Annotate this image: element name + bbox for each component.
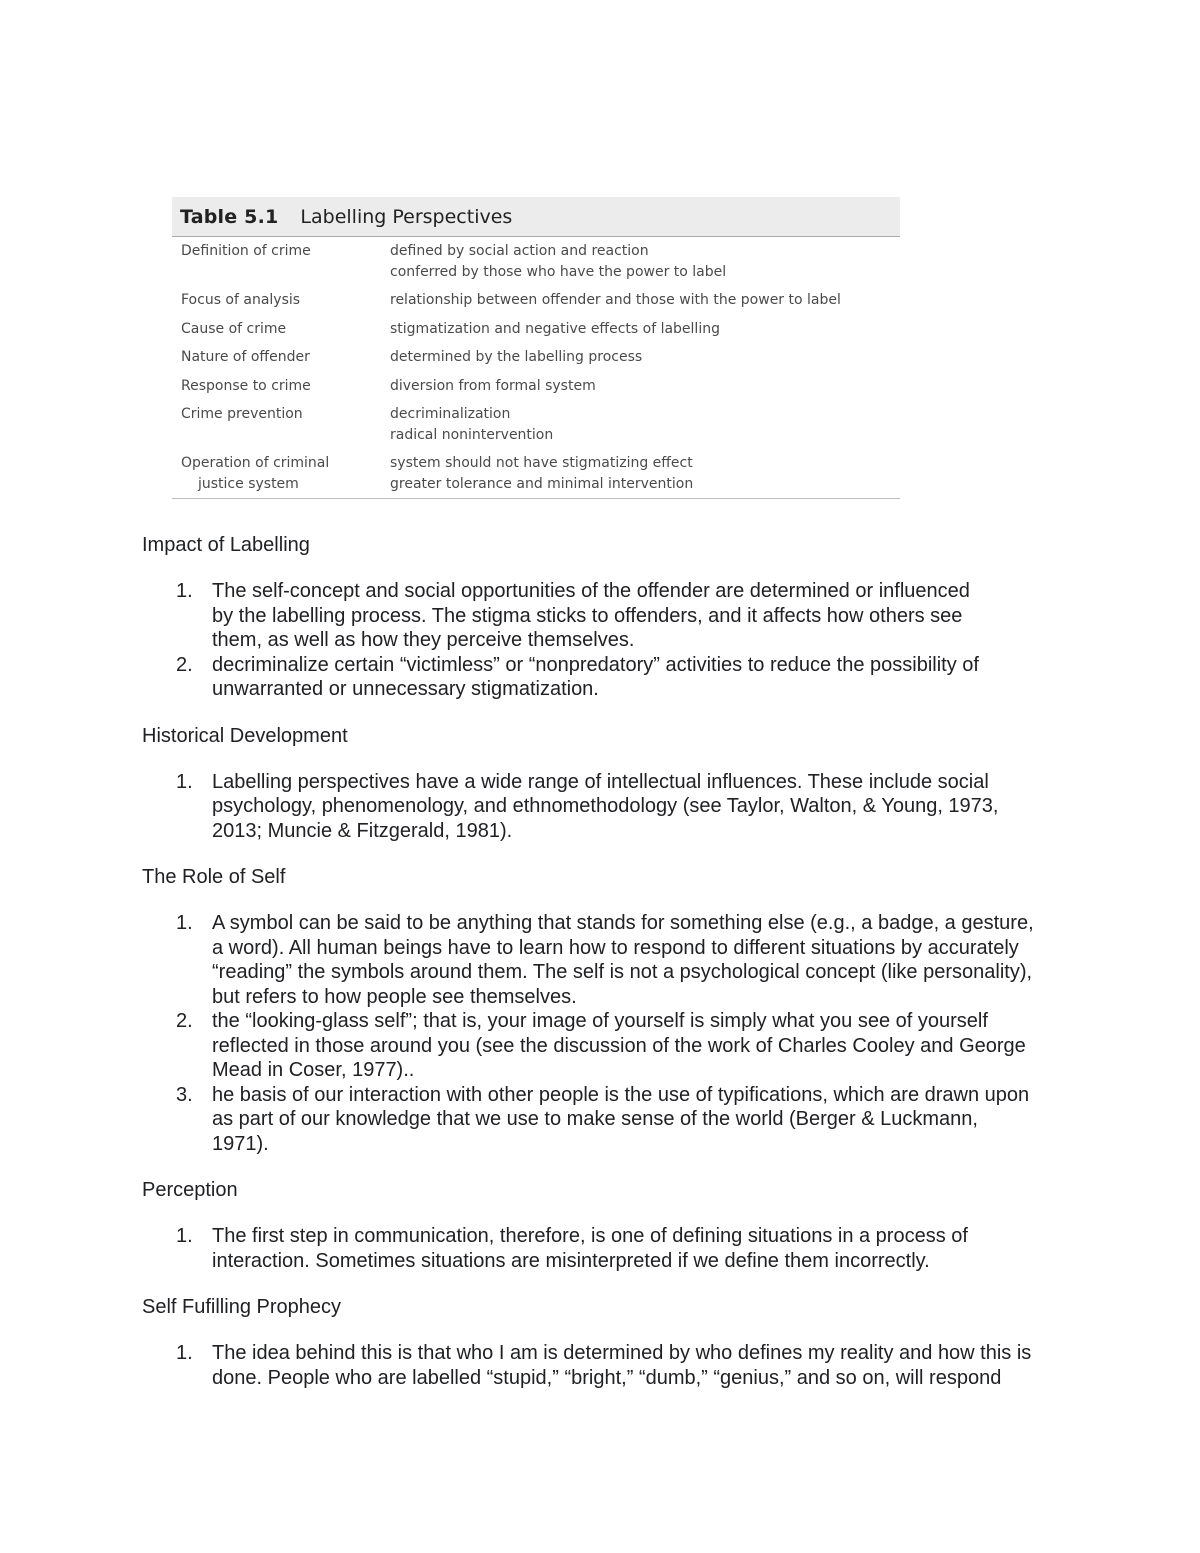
table-header: [172, 197, 900, 237]
list-item-text-line: “reading” the symbols around them. The self is not a psychological concept (like personality),: [212, 961, 1033, 983]
section-heading: Impact of Labelling: [142, 534, 310, 556]
table-row-label-line: Operation of criminal: [181, 455, 330, 471]
list-item-text-line: them, as well as how they perceive themselves.: [212, 629, 635, 651]
table-row-value: [390, 376, 900, 397]
list-item-number: 1.: [176, 770, 193, 793]
table-row-label-line: Nature of offender: [181, 349, 310, 365]
list-item-text-line: Labelling perspectives have a wide range of intellectual influences. These include social: [212, 770, 989, 793]
table-number: Table 5.1: [180, 205, 279, 228]
notes-body: [142, 533, 1082, 1412]
numbered-list: [142, 1341, 1082, 1390]
section-heading: Historical Development: [142, 724, 348, 747]
list-item-text-line: a word). All human beings have to learn how to respond to different situations by accurately: [212, 936, 1019, 959]
list-item-text-line: reflected in those around you (see the discussion of the work of Charles Cooley and George: [212, 1034, 1026, 1057]
list-item-number: 1.: [176, 1225, 193, 1247]
table-row-value: [390, 404, 900, 445]
list-item-text-line: by the labelling process. The stigma sticks to offenders, and it affects how others see: [212, 604, 963, 627]
numbered-list: [142, 770, 1082, 844]
list-item-text-line: as part of our knowledge that we use to make sense of the world (Berger & Luckmann,: [212, 1108, 978, 1130]
table-row-label-line: Response to crime: [181, 377, 311, 394]
table-row-value-line: greater tolerance and minimal intervention: [390, 475, 694, 492]
table-row-value: [390, 453, 900, 494]
table-row-value-line: conferred by those who have the power to label: [390, 263, 727, 280]
list-item: [142, 1083, 1082, 1157]
list-item-text-line: but refers to how people see themselves.: [212, 985, 577, 1008]
list-item-text-line: interaction. Sometimes situations are misinterpreted if we define them incorrectly.: [212, 1249, 930, 1272]
table-row-value-line: diversion from formal system: [390, 377, 596, 394]
table-row-label: [172, 319, 390, 340]
table-row-value-line: defined by social action and reaction: [390, 243, 649, 259]
list-item: [142, 1224, 1082, 1273]
list-item: [142, 579, 1082, 653]
table-row-label-line: Definition of crime: [181, 243, 311, 259]
list-item: [142, 1009, 1082, 1083]
table-caption: Labelling Perspectives: [300, 205, 513, 228]
table-row-label-line: Crime prevention: [181, 406, 303, 422]
numbered-list: [142, 911, 1082, 1156]
table-row-value: [390, 241, 900, 282]
list-item-number: 1.: [176, 580, 193, 602]
table-row-value-line: stigmatization and negative effects of labelling: [390, 320, 720, 337]
list-item: [142, 653, 1082, 702]
list-item-text-line: The idea behind this is that who I am is determined by who defines my reality and how this is: [212, 1342, 1032, 1364]
table-row: [172, 347, 900, 368]
table-row-value-line: system should not have stigmatizing effect: [390, 455, 693, 471]
list-item-text-line: The self-concept and social opportunities of the offender are determined or influenced: [212, 580, 970, 602]
table-row: [172, 290, 900, 311]
list-item-text-line: decriminalize certain “victimless” or “nonpredatory” activities to reduce the possibility of: [212, 653, 979, 676]
table-body: [172, 241, 900, 494]
table-bottom-rule: [172, 498, 900, 499]
table-row-value-line: decriminalization: [390, 406, 511, 422]
table-row-value-line: radical nonintervention: [390, 426, 554, 443]
list-item-text-line: Mead in Coser, 1977)..: [212, 1059, 415, 1081]
list-item-number: 2.: [176, 653, 193, 676]
table-row-value: [390, 319, 900, 340]
numbered-list: [142, 579, 1082, 702]
list-item: [142, 770, 1082, 844]
table-row-label: [172, 290, 390, 311]
table-row-label: [172, 404, 390, 445]
list-item-number: 1.: [176, 1342, 193, 1364]
table-row-value: [390, 347, 900, 368]
table-row: [172, 319, 900, 340]
table-row: [172, 241, 900, 282]
labelling-perspectives-table: [172, 197, 900, 499]
list-item-text-line: unwarranted or unnecessary stigmatization.: [212, 678, 599, 700]
list-item-number: 1.: [176, 912, 193, 934]
list-item-text-line: 1971).: [212, 1132, 269, 1155]
table-row-value-line: determined by the labelling process: [390, 349, 643, 365]
list-item: [142, 911, 1082, 1009]
table-row-label-line: Cause of crime: [181, 320, 287, 337]
list-item-text-line: A symbol can be said to be anything that stands for something else (e.g., a badge, a gesture,: [212, 912, 1034, 934]
list-item-number: 3.: [176, 1083, 193, 1106]
table-row-label-line: Focus of analysis: [181, 292, 301, 308]
table-row-value-line: relationship between offender and those with the power to label: [390, 292, 841, 308]
list-item: [142, 1341, 1082, 1390]
table-row-label: [172, 376, 390, 397]
section-heading: The Role of Self: [142, 866, 286, 888]
list-item-text-line: the “looking-glass self”; that is, your image of yourself is simply what you see of yourself: [212, 1010, 988, 1032]
section-heading: Perception: [142, 1179, 238, 1201]
list-item-text-line: he basis of our interaction with other people is the use of typifications, which are drawn upon: [212, 1083, 1030, 1106]
list-item-text-line: psychology, phenomenology, and ethnomethodology (see Taylor, Walton, & Young, 1973,: [212, 795, 999, 817]
table-row: [172, 376, 900, 397]
table-row-label: [172, 347, 390, 368]
table-row-label: [172, 453, 390, 494]
list-item-number: 2.: [176, 1010, 193, 1032]
table-row-label-line: justice system: [198, 475, 299, 492]
table-row-label: [172, 241, 390, 282]
table-row: [172, 404, 900, 445]
list-item-text-line: done. People who are labelled “stupid,” “bright,” “dumb,” “genius,” and so on, will respond: [212, 1366, 1002, 1389]
numbered-list: [142, 1224, 1082, 1273]
table-row-value: [390, 290, 900, 311]
list-item-text-line: The first step in communication, therefore, is one of defining situations in a process of: [212, 1225, 968, 1247]
section-heading: Self Fufilling Prophecy: [142, 1296, 341, 1318]
list-item-text-line: 2013; Muncie & Fitzgerald, 1981).: [212, 819, 513, 842]
table-row: [172, 453, 900, 494]
